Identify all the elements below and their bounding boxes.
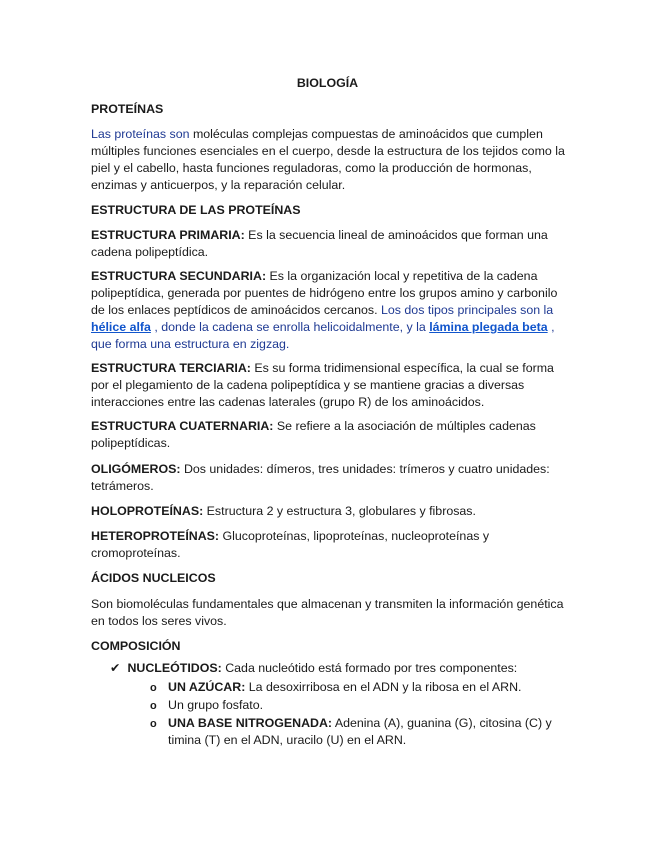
terciaria-label: ESTRUCTURA TERCIARIA: [91, 361, 251, 375]
azucar-label: UN AZÚCAR: [168, 680, 246, 694]
paragraph-oligomeros [91, 461, 571, 495]
nucleotidos-label: NUCLEÓTIDOS: [127, 661, 222, 675]
bullet-icon: o [150, 682, 157, 694]
cuaternaria-label: ESTRUCTURA CUATERNARIA: [91, 419, 274, 433]
paragraph-holoproteinas [91, 503, 571, 520]
list-item-nucleotidos [110, 660, 517, 677]
list-item-azucar [150, 679, 522, 697]
heteroproteinas-label: HETEROPROTEÍNAS: [91, 529, 220, 543]
terciaria-text: Es su forma tridimensional específica, la cual se forma por el plegamiento de la cadena polipeptídica y se mantiene gracias a diversas interacciones entre las cadenas laterales (grupo R) de los aminoácidos. [91, 361, 554, 409]
bullet-icon: o [150, 700, 157, 712]
checkmark-icon: ✔ [110, 661, 121, 675]
holoproteinas-text: Estructura 2 y estructura 3, globulares y fibrosas. [203, 504, 476, 518]
secundaria-blue-1: Los dos tipos principales son la [377, 303, 554, 317]
proteinas-text: moléculas complejas compuestas de aminoácidos que cumplen múltiples funciones esenciales en el cuerpo, desde la estructura de los tejidos como la piel y el cabello, hasta funciones reguladoras, como la producción de hormonas, enzimas y anticuerpos, y la reparación celular. [91, 127, 565, 192]
paragraph-secundaria [91, 268, 571, 353]
paragraph-cuaternaria [91, 418, 571, 452]
secundaria-blue-3: , que forma una estructura en zigzag. [91, 320, 555, 351]
paragraph-proteinas [91, 126, 571, 194]
paragraph-heteroproteinas [91, 528, 571, 562]
proteinas-lead: Las proteínas son [91, 127, 190, 141]
fosfato-text: Un grupo fosfato. [168, 698, 264, 712]
document-title: BIOLOGÍA [296, 76, 359, 90]
holoproteinas-label: HOLOPROTEÍNAS: [91, 504, 204, 518]
heteroproteinas-text: Glucoproteínas, lipoproteínas, nucleoproteínas y cromoproteínas. [91, 529, 490, 560]
primaria-label: ESTRUCTURA PRIMARIA: [91, 228, 245, 242]
list-item-base-nitrogenada [150, 715, 552, 747]
lamina-beta-link[interactable]: lámina plegada beta [429, 320, 548, 334]
heading-composicion: COMPOSICIÓN [91, 639, 181, 653]
oligomeros-text: Dos unidades: dímeros, tres unidades: trímeros y cuatro unidades: tetrámeros. [91, 462, 550, 493]
heading-acidos-nucleicos: ÁCIDOS NUCLEICOS [91, 571, 216, 585]
list-item-fosfato [150, 697, 264, 715]
paragraph-primaria [91, 227, 571, 261]
base-label: UNA BASE NITROGENADA: [168, 716, 333, 730]
secundaria-text: Es la organización local y repetitiva de la cadena polipeptídica, generada por puentes de hidrógeno entre los grupos amino y carbonilo de los enlaces peptídicos de aminoácidos cercanos. [91, 269, 558, 317]
paragraph-acidos-nucleicos: Son biomoléculas fundamentales que almacenan y transmiten la información genética en todos los seres vivos. [91, 597, 564, 628]
nucleotidos-text: Cada nucleótido está formado por tres componentes: [221, 661, 518, 675]
base-text: Adenina (A), guanina (G), citosina (C) y timina (T) en el ADN, uracilo (U) en el ARN. [168, 716, 552, 747]
cuaternaria-text: Se refiere a la asociación de múltiples cadenas polipeptídicas. [91, 419, 536, 450]
primaria-text: Es la secuencia lineal de aminoácidos que forman una cadena polipeptídica. [91, 228, 548, 259]
secundaria-label: ESTRUCTURA SECUNDARIA: [91, 269, 267, 283]
bullet-icon: o [150, 718, 157, 730]
oligomeros-label: OLIGÓMEROS: [91, 462, 181, 476]
helice-alfa-link[interactable]: hélice alfa [91, 320, 151, 334]
heading-proteinas: PROTEÍNAS [91, 102, 164, 116]
secundaria-blue-2: , donde la cadena se enrolla helicoidalmente, y la [150, 320, 430, 334]
azucar-text: La desoxirribosa en el ADN y la ribosa en el ARN. [245, 680, 522, 694]
heading-estructura: ESTRUCTURA DE LAS PROTEÍNAS [91, 203, 301, 217]
paragraph-terciaria [91, 360, 571, 411]
